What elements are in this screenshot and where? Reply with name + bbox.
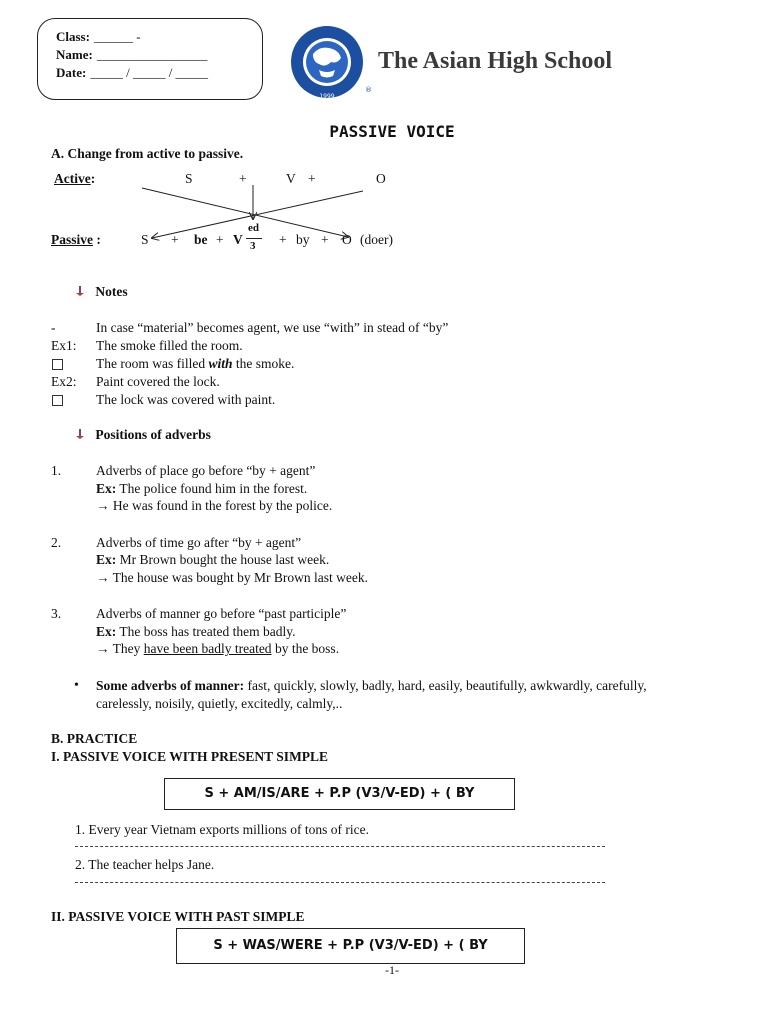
adverb-rule: Adverbs of place go before “by + agent” — [96, 463, 316, 478]
date-line — [56, 65, 208, 81]
passive-o: O — [342, 232, 352, 247]
student-info-box — [37, 18, 263, 100]
note-text: Paint covered the lock. — [96, 374, 220, 389]
active-plus-1: + — [239, 171, 247, 186]
passive-plus-1: + — [171, 232, 179, 247]
adverb-rule: Adverbs of manner go before “past participle” — [96, 606, 347, 621]
fraction-bar — [246, 238, 262, 239]
example-label: Ex: — [96, 552, 117, 567]
example-text: Mr Brown bought the house last week. — [116, 552, 330, 567]
active-label: Active — [54, 171, 91, 186]
example-text: The boss has treated them badly. — [116, 624, 296, 639]
passive-be: be — [194, 232, 208, 247]
manner-adverbs-line-2: carelessly, noisily, quietly, excitedly, calmly,.. — [96, 696, 343, 711]
name-field[interactable]: _________________ — [96, 47, 208, 62]
adverb-example — [96, 624, 295, 640]
part2-heading: II. PASSIVE VOICE WITH PAST SIMPLE — [51, 909, 305, 924]
passive-ed: ed — [248, 222, 259, 234]
note-text-part: The room was filled — [96, 356, 209, 371]
class-field[interactable]: ______ - — [93, 29, 141, 44]
passive-plus-2: + — [216, 232, 224, 247]
transformation-arrows — [130, 185, 370, 245]
result-box-icon — [52, 394, 63, 410]
arrow-s-to-o — [142, 188, 348, 237]
example-text: The police found him in the forest. — [116, 481, 308, 496]
note-text: The smoke filled the room. — [96, 338, 243, 353]
note-marker: Ex1: — [51, 338, 77, 353]
pointer-bullet-icon — [74, 428, 86, 440]
answer-line-1[interactable] — [75, 846, 605, 847]
passive-formula — [51, 232, 101, 248]
formula-present-simple: S + AM/IS/ARE + P.P (V3/V-ED) + ( BY — [204, 786, 475, 801]
manner-adverbs-line-1 — [96, 678, 647, 694]
formula-box-past-simple — [176, 928, 525, 964]
class-line — [56, 29, 141, 45]
question-2: 2. The teacher helps Jane. — [75, 857, 215, 872]
passive-label: Passive — [51, 232, 93, 247]
note-text — [96, 356, 294, 372]
class-label: Class: — [56, 29, 90, 44]
name-label: Name: — [56, 47, 93, 62]
active-colon: : — [90, 171, 96, 186]
active-s: S — [185, 171, 193, 186]
active-plus-2: + — [308, 171, 316, 186]
manner-adverbs-list: fast, quickly, slowly, badly, hard, easily, beautifully, awkwardly, carefully, — [244, 678, 647, 693]
school-logo-icon — [289, 24, 372, 102]
passive-by: by — [296, 232, 310, 247]
adverb-result: → He was found in the forest by the police. — [96, 498, 333, 513]
practice-heading: B. PRACTICE — [51, 731, 138, 746]
question-1: 1. Every year Vietnam exports millions of tons of rice. — [75, 822, 369, 837]
adverb-example — [96, 481, 307, 497]
page-title: PASSIVE VOICE — [329, 122, 455, 141]
adverb-example — [96, 552, 329, 568]
bullet-dot-icon: • — [74, 678, 79, 693]
part1-heading: I. PASSIVE VOICE WITH PRESENT SIMPLE — [51, 749, 329, 764]
note-text-emphasis: with — [208, 356, 233, 371]
passive-doer: (doer) — [360, 232, 393, 247]
name-line — [56, 47, 207, 63]
logo-year: 1999 — [319, 93, 335, 100]
notes-heading-row — [74, 284, 128, 300]
passive-s: S — [141, 232, 149, 247]
adverb-rule: Adverbs of time go after “by + agent” — [96, 535, 302, 550]
manner-adverbs-label: Some adverbs of manner: — [96, 678, 245, 693]
example-label: Ex: — [96, 624, 117, 639]
active-o: O — [376, 171, 386, 186]
svg-text:®: ® — [365, 86, 372, 94]
passive-colon: : — [93, 232, 101, 247]
notes-heading: Notes — [95, 284, 128, 299]
formula-past-simple: S + WAS/WERE + P.P (V3/V-ED) + ( BY — [213, 938, 488, 953]
result-text-underlined: have been badly treated — [143, 641, 272, 656]
section-a-heading: A. Change from active to passive. — [51, 146, 244, 161]
adverb-rule-number: 1. — [51, 463, 62, 478]
note-text: In case “material” becomes agent, we use “with” in stead of “by” — [96, 320, 449, 335]
note-marker: - — [51, 320, 56, 335]
formula-box-present-simple — [164, 778, 515, 810]
adverb-result: → The house was bought by Mr Brown last week. — [96, 570, 368, 585]
note-marker: Ex2: — [51, 374, 77, 389]
note-text-part: the smoke. — [232, 356, 295, 371]
date-label: Date: — [56, 65, 87, 80]
passive-v: V — [233, 232, 243, 247]
school-name: The Asian High School — [378, 48, 613, 74]
result-text-part: by the boss. — [271, 641, 340, 656]
adverbs-heading: Positions of adverbs — [95, 427, 211, 442]
active-formula — [54, 171, 95, 187]
passive-plus-4: + — [321, 232, 329, 247]
result-text-part: → They — [96, 641, 144, 656]
date-field[interactable]: _____ / _____ / _____ — [90, 65, 209, 80]
adverb-rule-number: 3. — [51, 606, 62, 621]
example-label: Ex: — [96, 481, 117, 496]
adverb-rule-number: 2. — [51, 535, 62, 550]
answer-line-2[interactable] — [75, 882, 605, 883]
passive-3: 3 — [250, 240, 256, 252]
page-number: -1- — [385, 963, 399, 977]
adverbs-heading-row — [74, 427, 211, 443]
passive-plus-3: + — [279, 232, 287, 247]
result-box-icon — [52, 358, 63, 374]
active-v: V — [286, 171, 296, 186]
note-text: The lock was covered with paint. — [96, 392, 276, 407]
adverb-result — [96, 641, 339, 657]
pointer-bullet-icon — [74, 285, 86, 297]
